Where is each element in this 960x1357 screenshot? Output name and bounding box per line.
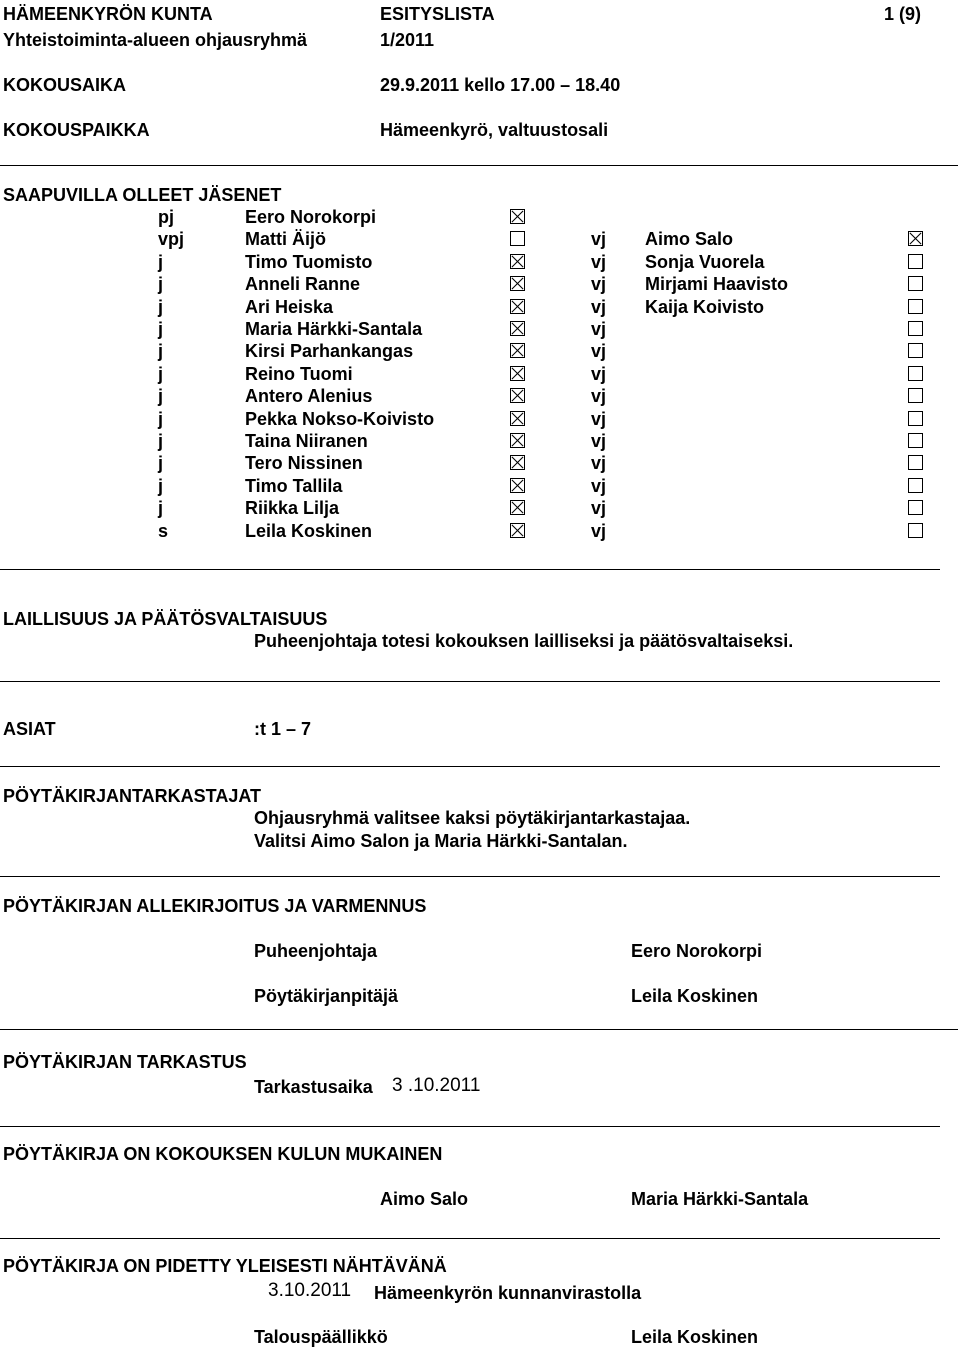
- display-date: 3.10.2011: [268, 1280, 352, 1301]
- inspectors-line-1: Ohjausryhmä valitsee kaksi pöytäkirjantarkastajaa.: [254, 808, 691, 828]
- member-present-checkbox[interactable]: [510, 231, 525, 246]
- review-date: 3 .10.2011: [392, 1075, 481, 1096]
- meeting-time-value: 29.9.2011 kello 17.00 – 18.40: [380, 75, 621, 95]
- member-role: s: [158, 521, 169, 541]
- member-role: vpj: [158, 229, 185, 249]
- member-name: Riikka Lilja: [245, 498, 340, 518]
- deputy-role: vj: [591, 431, 607, 451]
- member-name: Eero Norokorpi: [245, 207, 377, 227]
- meeting-time-label: KOKOUSAIKA: [3, 75, 127, 95]
- group-name: Yhteistoiminta-alueen ohjausryhmä: [3, 30, 308, 50]
- member-role: j: [158, 431, 164, 451]
- divider: [0, 1029, 958, 1030]
- member-name: Antero Alenius: [245, 386, 373, 406]
- member-present-checkbox[interactable]: [510, 299, 525, 314]
- member-role: j: [158, 409, 164, 429]
- deputy-role: vj: [591, 453, 607, 473]
- member-present-checkbox[interactable]: [510, 433, 525, 448]
- conformity-title: PÖYTÄKIRJA ON KOKOUKSEN KULUN MUKAINEN: [3, 1144, 443, 1164]
- member-role: j: [158, 341, 164, 361]
- display-name: Leila Koskinen: [631, 1327, 759, 1347]
- matters-value: :t 1 – 7: [254, 719, 312, 739]
- deputy-role: vj: [591, 274, 607, 294]
- member-role: j: [158, 453, 164, 473]
- matters-label: ASIAT: [3, 719, 56, 739]
- member-name: Anneli Ranne: [245, 274, 361, 294]
- deputy-present-checkbox[interactable]: [908, 231, 923, 246]
- member-present-checkbox[interactable]: [510, 478, 525, 493]
- member-name: Leila Koskinen: [245, 521, 373, 541]
- deputy-present-checkbox[interactable]: [908, 523, 923, 538]
- deputy-present-checkbox[interactable]: [908, 343, 923, 358]
- member-role: j: [158, 274, 164, 294]
- inspectors-title: PÖYTÄKIRJANTARKASTAJAT: [3, 786, 262, 806]
- doc-number: 1/2011: [380, 30, 435, 50]
- deputy-present-checkbox[interactable]: [908, 276, 923, 291]
- member-name: Timo Tallila: [245, 476, 343, 496]
- deputy-present-checkbox[interactable]: [908, 433, 923, 448]
- page-number: 1 (9): [884, 4, 922, 24]
- member-name: Ari Heiska: [245, 297, 334, 317]
- member-role: j: [158, 319, 164, 339]
- display-role: Talouspäällikkö: [254, 1327, 388, 1347]
- member-name: Reino Tuomi: [245, 364, 353, 384]
- inspectors-line-2: Valitsi Aimo Salon ja Maria Härkki-Santalan.: [254, 831, 628, 851]
- deputy-role: vj: [591, 409, 607, 429]
- deputy-role: vj: [591, 476, 607, 496]
- member-role: j: [158, 386, 164, 406]
- member-present-checkbox[interactable]: [510, 366, 525, 381]
- deputy-present-checkbox[interactable]: [908, 254, 923, 269]
- deputy-role: vj: [591, 498, 607, 518]
- member-role: j: [158, 297, 164, 317]
- divider: [0, 569, 940, 570]
- member-present-checkbox[interactable]: [510, 455, 525, 470]
- attendance-title: SAAPUVILLA OLLEET JÄSENET: [3, 185, 282, 205]
- chair-label: Puheenjohtaja: [254, 941, 378, 961]
- conformity-signer-2: Maria Härkki-Santala: [631, 1189, 809, 1209]
- conformity-signer-1: Aimo Salo: [380, 1189, 469, 1209]
- secretary-name: Leila Koskinen: [631, 986, 759, 1006]
- signing-title: PÖYTÄKIRJAN ALLEKIRJOITUS JA VARMENNUS: [3, 896, 427, 916]
- secretary-label: Pöytäkirjanpitäjä: [254, 986, 399, 1006]
- meeting-place-label: KOKOUSPAIKKA: [3, 120, 150, 140]
- divider: [0, 1126, 940, 1127]
- member-name: Kirsi Parhankangas: [245, 341, 414, 361]
- deputy-role: vj: [591, 521, 607, 541]
- member-role: j: [158, 498, 164, 518]
- doc-type: ESITYSLISTA: [380, 4, 495, 24]
- deputy-role: vj: [591, 386, 607, 406]
- divider: [0, 681, 940, 682]
- deputy-role: vj: [591, 319, 607, 339]
- deputy-role: vj: [591, 297, 607, 317]
- deputy-role: vj: [591, 229, 607, 249]
- member-present-checkbox[interactable]: [510, 343, 525, 358]
- deputy-name: Sonja Vuorela: [645, 252, 765, 272]
- deputy-present-checkbox[interactable]: [908, 388, 923, 403]
- member-role: j: [158, 364, 164, 384]
- review-label: Tarkastusaika: [254, 1077, 373, 1097]
- deputy-present-checkbox[interactable]: [908, 455, 923, 470]
- deputy-role: vj: [591, 364, 607, 384]
- deputy-name: Aimo Salo: [645, 229, 734, 249]
- org-name: HÄMEENKYRÖN KUNTA: [3, 4, 213, 24]
- member-name: Timo Tuomisto: [245, 252, 373, 272]
- deputy-name: Kaija Koivisto: [645, 297, 765, 317]
- chair-name: Eero Norokorpi: [631, 941, 763, 961]
- deputy-name: Mirjami Haavisto: [645, 274, 789, 294]
- divider: [0, 876, 940, 877]
- member-name: Maria Härkki-Santala: [245, 319, 423, 339]
- member-name: Pekka Nokso-Koivisto: [245, 409, 435, 429]
- deputy-present-checkbox[interactable]: [908, 299, 923, 314]
- member-present-checkbox[interactable]: [510, 523, 525, 538]
- divider: [0, 165, 958, 166]
- display-place: Hämeenkyrön kunnanvirastolla: [374, 1283, 642, 1303]
- member-role: j: [158, 476, 164, 496]
- member-present-checkbox[interactable]: [510, 209, 525, 224]
- member-present-checkbox[interactable]: [510, 500, 525, 515]
- review-title: PÖYTÄKIRJAN TARKASTUS: [3, 1052, 247, 1072]
- legality-title: LAILLISUUS JA PÄÄTÖSVALTAISUUS: [3, 609, 328, 629]
- deputy-present-checkbox[interactable]: [908, 500, 923, 515]
- display-title: PÖYTÄKIRJA ON PIDETTY YLEISESTI NÄHTÄVÄNÄ: [3, 1256, 447, 1276]
- deputy-present-checkbox[interactable]: [908, 321, 923, 336]
- deputy-role: vj: [591, 252, 607, 272]
- deputy-role: vj: [591, 341, 607, 361]
- member-name: Taina Niiranen: [245, 431, 368, 451]
- member-present-checkbox[interactable]: [510, 411, 525, 426]
- member-present-checkbox[interactable]: [510, 321, 525, 336]
- divider: [0, 1238, 940, 1239]
- deputy-present-checkbox[interactable]: [908, 366, 923, 381]
- member-role: j: [158, 252, 164, 272]
- deputy-present-checkbox[interactable]: [908, 478, 923, 493]
- meeting-place-value: Hämeenkyrö, valtuustosali: [380, 120, 609, 140]
- member-present-checkbox[interactable]: [510, 276, 525, 291]
- member-present-checkbox[interactable]: [510, 254, 525, 269]
- divider: [0, 766, 940, 767]
- member-role: pj: [158, 207, 174, 227]
- deputy-present-checkbox[interactable]: [908, 411, 923, 426]
- member-name: Matti Äijö: [245, 229, 326, 249]
- member-name: Tero Nissinen: [245, 453, 363, 473]
- legality-text: Puheenjohtaja totesi kokouksen lailliseksi ja päätösvaltaiseksi.: [254, 631, 794, 651]
- member-present-checkbox[interactable]: [510, 388, 525, 403]
